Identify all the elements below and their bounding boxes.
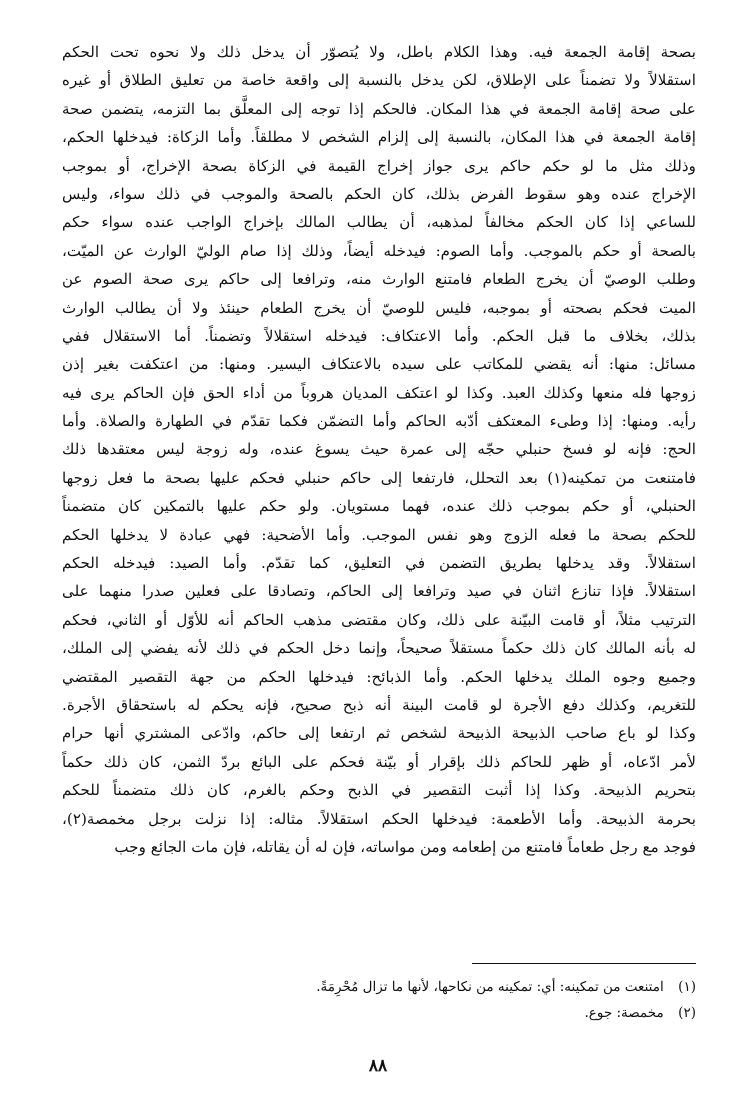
text-line: مسائل: منها: أنه يقضي للمكاتب على سيده بالاعتكاف اليسير. ومنها: من اعتكفت بغير إذن — [62, 355, 696, 374]
text-line: على صحة إقامة الجمعة في هذا المكان. فالحكم إذا توجه إلى المعلَّق بما التزمه، يتضمن صحة — [62, 99, 696, 118]
text-line: فوجد مع رجل طعاماً فامتنع من إطعامه ومن مواساته، فإن له أن يقاتله، فإن مات الجائع وجب — [114, 837, 696, 856]
text-line: الميت فحكم بصحته أو بموجبه، فليس للوصيّ أن يخرج الطعام حينئذ ولا أن يطالب الوارث — [62, 298, 696, 317]
footnote-divider — [472, 963, 696, 964]
text-line: وجميع وجوه الملك يدخلها الحكم. وأما الذبائح: فيدخلها الحكم من جهة التقصير المقتضي — [62, 667, 696, 686]
footnotes — [200, 974, 696, 1026]
footnote-number: (٢) — [678, 1005, 696, 1021]
text-line: الحنبلي، أو حكم بموجب ذلك عنده، فهما مستويان. ولو حكم عليها بالتمكين كان متضمناً — [62, 497, 696, 516]
text-line: الترتيب مثلاً، أو قامت البيّنة على ذلك، وكان مقتضى مذهب الحاكم أنه للأوّل أو الثاني، فحكم — [62, 610, 696, 629]
text-line: استقلالاً ولا تضمناً على الإطلاق، لكن يدخل بالنسبة إلى واقعة خاصة من تعليق الطلاق أو غيره — [62, 71, 696, 90]
text-line: للتغريم، وكذلك دفع الأجرة لو قامت البينة أنه ذبح صحيح، فإنه يحكم له باستحقاق الأجرة. — [62, 695, 696, 714]
text-line: إقامة الجمعة في هذا المكان، بالنسبة إلى إلزام الشخص لا مطلقاً. وأما الزكاة: فيدخلها الحكم، — [62, 128, 696, 147]
body-text — [62, 38, 696, 861]
text-line: وكذا لو باع صاحب الذبيحة الذبيحة لشخص ثم ارتفعا إلى حاكم، وادّعى المشتري أنها حرام — [62, 724, 696, 743]
text-line: الحج: فإنه لو فسخ حنبلي حجّه إلى عمرة حيث يسوغ عنده، وله زوجة ليس معتقدها ذلك — [62, 440, 696, 459]
page-number: ٨٨ — [368, 1056, 388, 1076]
text-line: رأيه. ومنها: إذا وطىء المعتكف أدّبه الحاكم وأما التضمّن فكما تقدّم في الطهارة والصلاة. وأما — [62, 412, 696, 431]
text-line: وطلب الوصيّ أن يخرج الطعام فامتنع الوارث منه، وترافعا إلى حاكم يرى صحة الصوم عن — [62, 270, 696, 289]
footnote — [200, 1000, 696, 1026]
text-line: للساعي إذا كان الحكم مخالفاً لمذهبه، أن يطالب المالك بإخراج الواجب عنده سواء حكم — [62, 213, 696, 232]
text-line: استقلالاً. فإذا تنازع اثنان في صيد وترافعا إلى الحاكم، وتصادقا على فعلين صدرا منهما على — [62, 582, 696, 601]
footnote-text: مخمصة: جوع. — [584, 1005, 664, 1021]
text-line: بالصحة أو حكم بالموجب. وأما الصوم: فيدخله أيضاً، وذلك إذا صام الوليّ الوارث عن الميّت، — [62, 241, 696, 260]
text-line: فامتنعت من تمكينه(١) بعد التحلل، فارتفعا إلى حاكم حنبلي فحكم عليها بصحة ما فعل زوجها — [62, 468, 696, 487]
text-line: لأمر ادّعاه، أو ظهر للحاكم ذلك بإقرار أو بيّنة فحكم على البائع بردّ الثمن، كان ذلك حكماً — [62, 752, 696, 771]
text-line: بتحريم الذبيحة. وكذا إذا أثبت التقصير في الذبح وحكم بالغرم، كان ذلك متضمناً للحكم — [62, 781, 696, 800]
text-line: الإخراج عنده وهو سقوط الفرض بذلك، كان الحكم بالصحة والموجب في ذلك سواء، وليس — [62, 184, 696, 203]
text-line: بصحة إقامة الجمعة فيه. وهذا الكلام باطل، ولا يُتصوّر أن يدخل ذلك ولا نحوه تحت الحكم — [62, 43, 696, 61]
text-line: للحكم بصحة ما فعله الزوج وهو نفس الموجب. وأما الأضحية: فهي عبادة لا يدخلها الحكم — [62, 525, 696, 544]
text-line: زوجها فله منعها وكذلك العبد. وكذا لو اعتكف المديان هروباً من أداء الحق فإن الحاكم يرى فيه — [62, 383, 696, 402]
footnote-text: امتنعت من تمكينه: أي: تمكينه من نكاحها، لأنها ما تزال مُحْرِمَةً. — [316, 979, 664, 995]
text-line: استقلالاً. وقد يدخلها بطريق التضمن في التعليق، كما تقدّم. وأما الصيد: فيدخله الحكم — [62, 554, 696, 573]
footnote-number: (١) — [678, 979, 696, 995]
text-line: بذلك، بخلاف ما قبل الحكم. وأما الاعتكاف: فيدخله استقلالاً وتضمناً. أما الاستقلال ففي — [62, 326, 696, 345]
footnote — [200, 974, 696, 1000]
text-line: له بأنه المالك كان ذلك حكماً مستقلاً صحيحاً، وإنما دخل الحكم في ذلك لأنه يفضي إلى الملك، — [62, 639, 696, 658]
text-line: بحرمة الذبيحة. وأما الأطعمة: فيدخلها الحكم استقلالاً. مثاله: إذا نزلت برجل مخمصة(٢)، — [62, 809, 696, 828]
text-line: وذلك مثل ما لو حكم حاكم يرى جواز إخراج القيمة في الزكاة بصحة الإخراج، أو بموجب — [62, 156, 696, 175]
